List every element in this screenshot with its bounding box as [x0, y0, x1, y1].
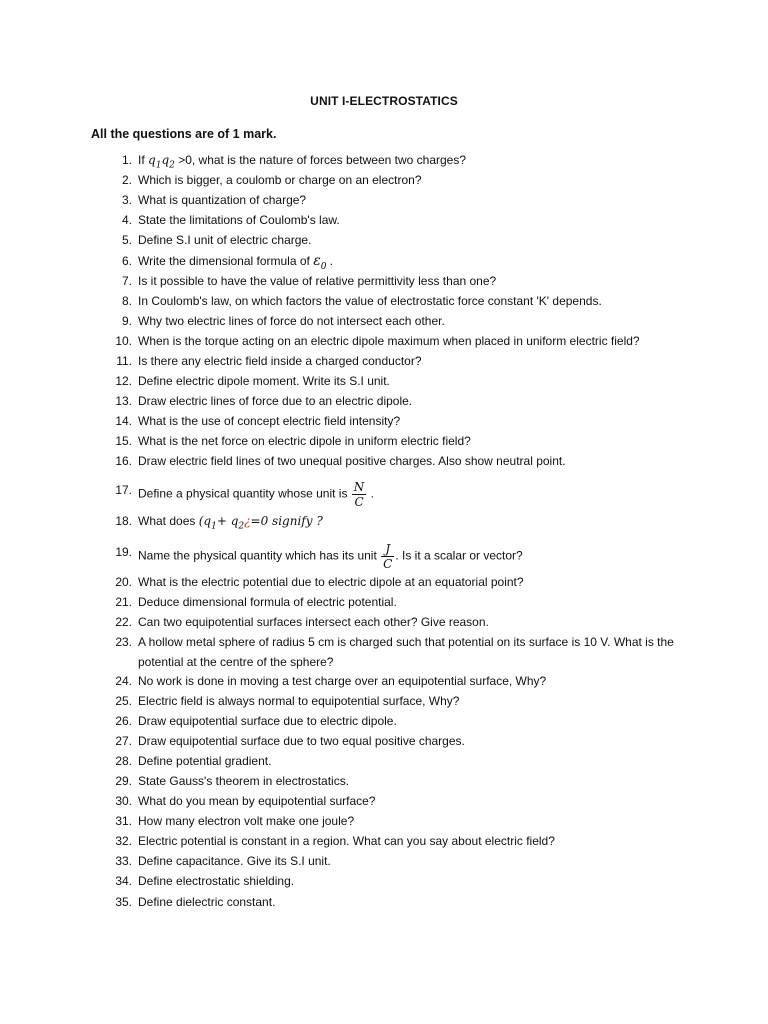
question-text: Define dielectric constant.: [138, 895, 276, 909]
question-text: [138, 251, 333, 271]
question-number: 20.: [115, 575, 132, 589]
question-text: What is the net force on electric dipole in uniform electric field?: [138, 434, 471, 448]
question-text: Draw electric lines of force due to an electric dipole.: [138, 394, 413, 408]
question-number: 5.: [121, 233, 132, 247]
question-number: 32.: [115, 834, 132, 848]
question-number: 25.: [115, 694, 132, 708]
question-text: Is it possible to have the value of relative permittivity less than one?: [138, 274, 497, 288]
question-number: 30.: [115, 794, 132, 808]
question-number: 23.: [115, 635, 132, 649]
question-number: 29.: [115, 774, 132, 788]
question-number: 31.: [115, 814, 132, 828]
question-text: No work is done in moving a test charge over an equipotential surface, Why?: [138, 674, 547, 688]
q6-text-b: .: [326, 254, 334, 268]
question-number: 28.: [115, 754, 132, 768]
question-text: Deduce dimensional formula of electric potential.: [138, 595, 397, 609]
question-number: 4.: [121, 213, 132, 227]
question-text: What is quantization of charge?: [138, 193, 307, 207]
question-number: 16.: [115, 454, 132, 468]
question-number: 2.: [121, 173, 132, 187]
q19-text-b: . Is it a scalar or vector?: [395, 548, 523, 563]
question-text: State the limitations of Coulomb's law.: [138, 213, 340, 227]
q17-text-b: .: [367, 486, 374, 501]
question-number: 10.: [115, 334, 132, 348]
question-number: 18.: [115, 514, 132, 528]
question-text: When is the torque acting on an electric dipole maximum when placed in uniform electric field?: [138, 334, 640, 348]
q1-text-a: If: [138, 153, 149, 167]
charge-sum-expression: ($q_1+$ $q_2¿=0$ signify ?: [198, 514, 323, 532]
q1-text-b: >0, what is the nature of forces between two charges?: [174, 153, 467, 167]
question-number: 24.: [115, 674, 132, 688]
question-text: [138, 480, 374, 509]
question-text: A hollow metal sphere of radius 5 cm is charged such that potential on its surface is 10 V. What is the potential at the centre of the sphere?: [138, 635, 674, 669]
question-text: Electric potential is constant in a region. What can you say about electric field?: [138, 834, 555, 848]
q18-text-a: What does: [138, 514, 199, 528]
question-number: 3.: [121, 193, 132, 207]
question-text: State Gauss's theorem in electrostatics.: [138, 774, 350, 788]
question-number: 13.: [115, 394, 132, 408]
question-number: 34.: [115, 874, 132, 888]
question-text: What is the electric potential due to electric dipole at an equatorial point?: [138, 575, 524, 589]
question-text: Is there any electric field inside a charged conductor?: [138, 354, 422, 368]
question-text: What is the use of concept electric field intensity?: [138, 414, 401, 428]
unit-fraction: $\frac{N}{C}$: [353, 480, 365, 509]
question-text: [138, 542, 523, 571]
question-text: How many electron volt make one joule?: [138, 814, 355, 828]
question-number: 27.: [115, 734, 132, 748]
question-number: 26.: [115, 714, 132, 728]
question-text: Why two electric lines of force do not intersect each other.: [138, 314, 445, 328]
question-text: Define potential gradient.: [138, 754, 272, 768]
question-text: Electric field is always normal to equipotential surface, Why?: [138, 694, 460, 708]
question-text: [138, 150, 466, 170]
question-text: What do you mean by equipotential surface?: [138, 794, 376, 808]
question-number: 21.: [115, 595, 132, 609]
question-text: In Coulomb's law, on which factors the value of electrostatic force constant 'K' depends.: [138, 294, 602, 308]
question-number: 12.: [115, 374, 132, 388]
question-text: Draw electric field lines of two unequal positive charges. Also show neutral point.: [138, 454, 566, 468]
question-number: 7.: [121, 274, 132, 288]
question-number: 35.: [115, 895, 132, 909]
question-number: 22.: [115, 615, 132, 629]
q17-text-a: Define a physical quantity whose unit is: [138, 486, 351, 501]
question-number: 33.: [115, 854, 132, 868]
question-number: 14.: [115, 414, 132, 428]
question-text: Draw equipotential surface due to two equal positive charges.: [138, 734, 465, 748]
question-number: 1.: [121, 153, 132, 167]
question-text: Draw equipotential surface due to electric dipole.: [138, 714, 397, 728]
question-text: Define electric dipole moment. Write its S.I unit.: [138, 374, 390, 388]
question-number: 6.: [121, 254, 132, 268]
question-number: 15.: [115, 434, 132, 448]
question-text: [138, 511, 323, 531]
epsilon-symbol: $\varepsilon_0$: [313, 253, 327, 272]
question-number: 19.: [115, 545, 132, 559]
page-title: UNIT I-ELECTROSTATICS: [310, 94, 458, 108]
charge-q1-symbol: $q_1q_2$: [148, 153, 175, 171]
question-text: Can two equipotential surfaces intersect each other? Give reason.: [138, 615, 489, 629]
q6-text-a: Write the dimensional formula of: [138, 254, 314, 268]
question-number: 11.: [116, 354, 132, 368]
question-text: Which is bigger, a coulomb or charge on an electron?: [138, 173, 422, 187]
question-text: Define electrostatic shielding.: [138, 874, 295, 888]
question-number: 9.: [121, 314, 132, 328]
unit-fraction: $\frac{J}{C}$: [383, 542, 393, 571]
intro-note: All the questions are of 1 mark.: [91, 127, 277, 141]
question-text: Define capacitance. Give its S.I unit.: [138, 854, 331, 868]
q19-text-a: Name the physical quantity which has its unit: [138, 548, 381, 563]
question-number: 17.: [115, 483, 132, 497]
question-number: 8.: [121, 294, 132, 308]
question-text: Define S.I unit of electric charge.: [138, 233, 312, 247]
